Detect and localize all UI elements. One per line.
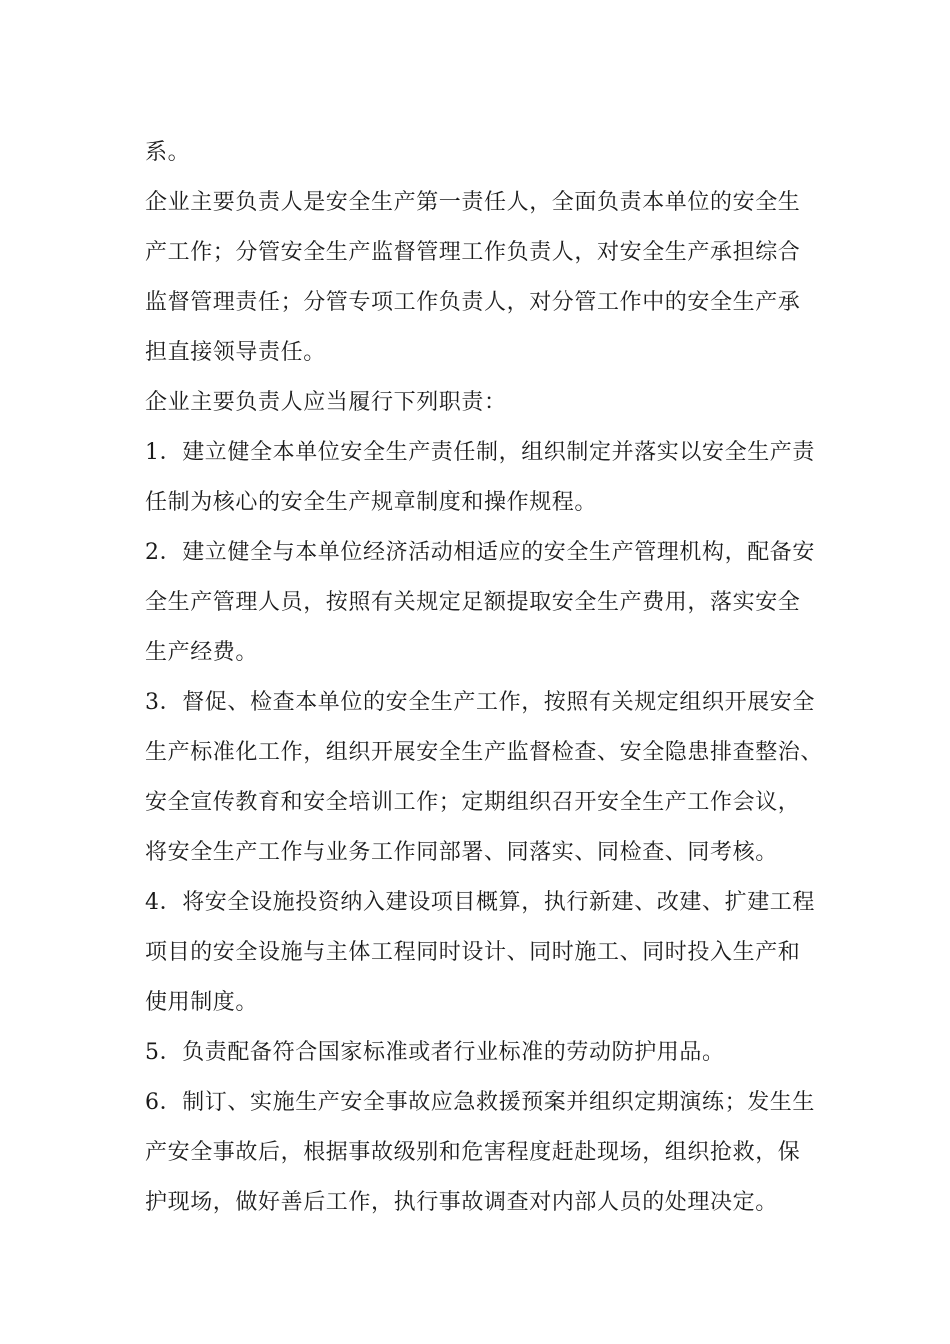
list-item-6-line: 护现场，做好善后工作，执行事故调查对内部人员的处理决定。 bbox=[145, 1190, 778, 1215]
text-line: 担直接领导责任。 bbox=[145, 340, 326, 365]
list-item-4-line: 使用制度。 bbox=[145, 990, 259, 1015]
list-item-2-line: 全生产管理人员，按照有关规定足额提取安全生产费用，落实安全 bbox=[145, 590, 801, 615]
list-item-6-line: 6．制订、实施生产安全事故应急救援预案并组织定期演练；发生生 bbox=[145, 1090, 815, 1115]
text-line: 企业主要负责人应当履行下列职责： bbox=[145, 390, 507, 415]
list-item-4-line: 项目的安全设施与主体工程同时设计、同时施工、同时投入生产和 bbox=[145, 940, 801, 965]
list-item-6-line: 产安全事故后，根据事故级别和危害程度赶赴现场，组织抢救，保 bbox=[145, 1140, 801, 1165]
document-body bbox=[145, 128, 830, 1228]
text-line: 系。 bbox=[145, 140, 191, 165]
text-line: 企业主要负责人是安全生产第一责任人，全面负责本单位的安全生 bbox=[145, 190, 801, 215]
list-item-3-line: 生产标准化工作，组织开展安全生产监督检查、安全隐患排查整治、 bbox=[145, 740, 824, 765]
list-item-1-line: 任制为核心的安全生产规章制度和操作规程。 bbox=[145, 490, 598, 515]
text-line: 产工作；分管安全生产监督管理工作负责人，对安全生产承担综合 bbox=[145, 240, 801, 265]
list-item-3-line: 3．督促、检查本单位的安全生产工作，按照有关规定组织开展安全 bbox=[145, 690, 815, 715]
list-item-5-line: 5．负责配备符合国家标准或者行业标准的劳动防护用品。 bbox=[145, 1040, 725, 1065]
list-item-2-line: 2．建立健全与本单位经济活动相适应的安全生产管理机构，配备安 bbox=[145, 540, 815, 565]
list-item-3-line: 将安全生产工作与业务工作同部署、同落实、同检查、同考核。 bbox=[145, 840, 778, 865]
list-item-4-line: 4．将安全设施投资纳入建设项目概算，执行新建、改建、扩建工程 bbox=[145, 890, 815, 915]
text-line: 监督管理责任；分管专项工作负责人，对分管工作中的安全生产承 bbox=[145, 290, 801, 315]
list-item-1-line: 1．建立健全本单位安全生产责任制，组织制定并落实以安全生产责 bbox=[145, 440, 815, 465]
list-item-2-line: 生产经费。 bbox=[145, 640, 259, 665]
list-item-3-line: 安全宣传教育和安全培训工作；定期组织召开安全生产工作会议， bbox=[145, 790, 801, 815]
